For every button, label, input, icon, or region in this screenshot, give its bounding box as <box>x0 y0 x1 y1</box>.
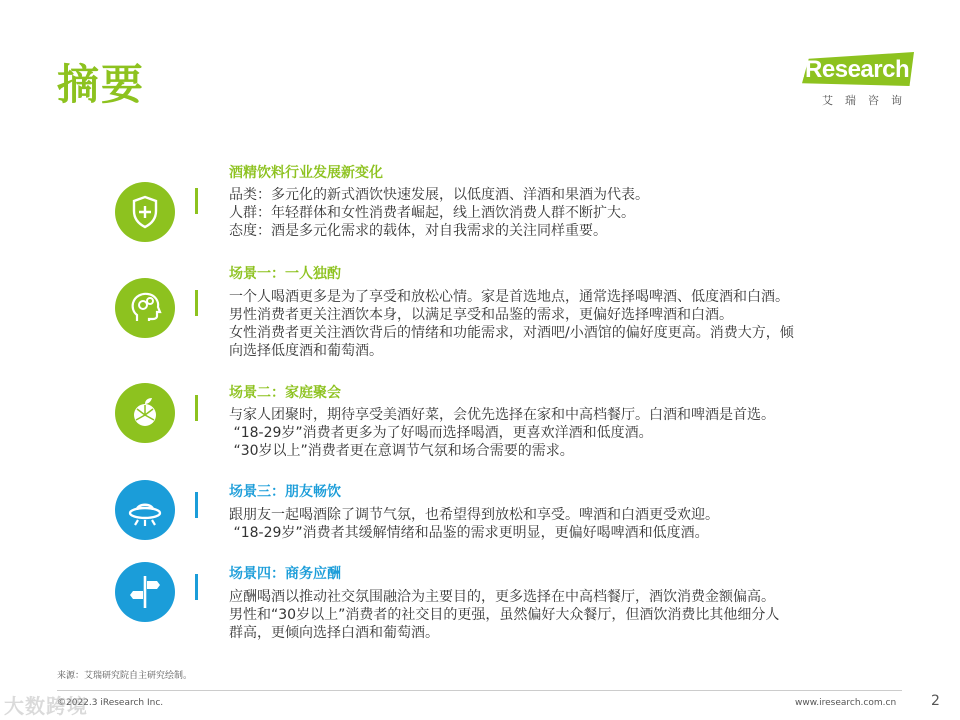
body-line: 男性和“30岁以上”消费者的社交目的更强，虽然偏好大众餐厅，但酒饮消费比其他细分人 <box>229 607 780 623</box>
copyright-text: ©2022.3 iResearch Inc. <box>57 698 164 708</box>
ufo-icon <box>115 480 175 540</box>
fruit-icon <box>115 383 175 443</box>
body-line: 态度：酒是多元化需求的载体，对自我需求的关注同样重要。 <box>229 223 607 239</box>
section-divider <box>195 395 198 421</box>
section-body <box>229 588 889 642</box>
section-divider <box>195 188 198 214</box>
head-gears-icon <box>115 278 175 338</box>
section-body <box>229 186 889 240</box>
body-line: 跟朋友一起喝酒除了调节气氛，也希望得到放松和享受。啤酒和白酒更受欢迎。 <box>229 507 719 523</box>
section-title: 场景四：商务应酬 <box>229 566 341 582</box>
section-body <box>229 288 889 360</box>
website-url: www.iresearch.com.cn <box>795 698 897 708</box>
section-divider <box>195 290 198 316</box>
section-title: 场景三：朋友畅饮 <box>229 484 341 500</box>
body-line: 群高，更倾向选择白酒和葡萄酒。 <box>229 625 439 641</box>
body-line: “18-29岁”消费者其缓解情绪和品鉴的需求更明显，更偏好喝啤酒和低度酒。 <box>229 525 709 541</box>
section-body <box>229 506 889 542</box>
body-line: “30岁以上”消费者更在意调节气氛和场合需要的需求。 <box>229 443 574 459</box>
body-line: 男性消费者更关注酒饮本身，以满足享受和品鉴的需求，更偏好选择啤酒和白酒。 <box>229 307 733 323</box>
section-title: 场景二：家庭聚会 <box>229 385 341 401</box>
watermark: 大数跨境 <box>4 694 88 718</box>
section-body <box>229 406 889 460</box>
body-line: 与家人团聚时，期待享受美酒好菜，会优先选择在家和中高档餐厅。白酒和啤酒是首选。 <box>229 407 775 423</box>
body-line: 一个人喝酒更多是为了享受和放松心情。家是首选地点，通常选择喝啤酒、低度酒和白酒。 <box>229 289 789 305</box>
page-number: 2 <box>931 693 940 709</box>
body-line: 人群：年轻群体和女性消费者崛起，线上酒饮消费人群不断扩大。 <box>229 205 635 221</box>
logo-brand-text: iResearch <box>798 56 910 83</box>
body-line: 品类：多元化的新式酒饮快速发展，以低度酒、洋酒和果酒为代表。 <box>229 187 649 203</box>
footer-divider <box>57 690 902 691</box>
page-title: 摘要 <box>57 60 146 109</box>
body-line: 应酬喝酒以推动社交氛围融洽为主要目的，更多选择在中高档餐厅，酒饮消费金额偏高。 <box>229 589 775 605</box>
section-title: 酒精饮料行业发展新变化 <box>229 165 383 181</box>
body-line: 女性消费者更关注酒饮背后的情绪和功能需求，对酒吧/小酒馆的偏好度更高。消费大方，倾 <box>229 325 794 341</box>
source-note: 来源：艾瑞研究院自主研究绘制。 <box>57 671 193 681</box>
iresearch-logo <box>794 50 914 110</box>
body-line: 向选择低度酒和葡萄酒。 <box>229 343 383 359</box>
body-line: “18-29岁”消费者更多为了好喝而选择喝酒，更喜欢洋酒和低度酒。 <box>229 425 653 441</box>
section-title: 场景一：一人独酌 <box>229 266 341 282</box>
shield-plus-icon <box>115 182 175 242</box>
section-divider <box>195 574 198 600</box>
signpost-icon <box>115 562 175 622</box>
logo-chinese-text: 艾瑞咨询 <box>822 94 914 107</box>
section-divider <box>195 492 198 518</box>
